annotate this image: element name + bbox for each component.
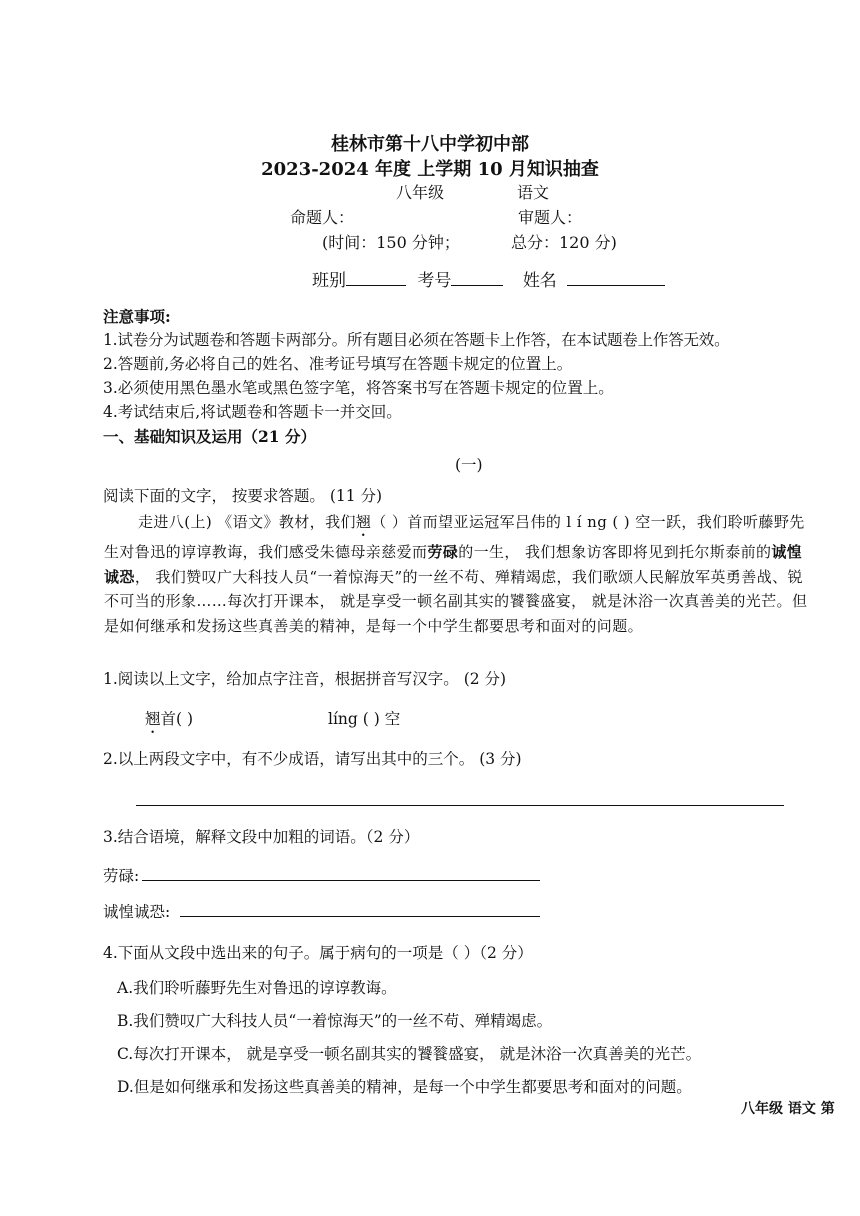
subject-label: 语文 <box>517 183 550 202</box>
class-label: 班别 <box>312 271 346 291</box>
notes-item-1: 1.试卷分为试题卷和答题卡两部分。所有题目必须在答题卡上作答，在本试题卷上作答无效。 <box>103 331 730 349</box>
page-footer: 八年级 语文 第 <box>741 1101 835 1117</box>
notes-item-4: 4.考试结束后,将试题卷和答题卡一并交回。 <box>103 403 402 421</box>
number-label: 考号 <box>417 271 452 291</box>
number-field[interactable] <box>451 269 503 286</box>
q4-option-c: C.每次打开课本， 就是享受一顿名副其实的饕餮盛宴， 就是沐浴一次真善美的光芒。 <box>117 1045 702 1063</box>
q2-answer-line[interactable] <box>136 805 784 806</box>
section-heading: 一、基础知识及运用（21 分） <box>103 427 316 446</box>
reviewer-label: 审题人： <box>518 208 583 227</box>
school-name: 桂林市第十八中学初中部 <box>331 134 529 155</box>
notes-item-2: 2.答题前,务必将自己的姓名、准考证号填写在答题卡规定的位置上。 <box>103 355 573 373</box>
q2-stem: 2.以上两段文字中，有不少成语，请写出其中的三个。 (3 分) <box>103 750 522 768</box>
q3-answer-line-2[interactable] <box>180 916 540 917</box>
notes-heading: 注意事项: <box>103 307 171 326</box>
dotted-char: 翘 <box>355 513 372 531</box>
q1-stem: 1.阅读以上文字，给加点字注音，根据拼音写汉字。 (2 分) <box>103 670 507 688</box>
student-info-row <box>312 266 665 291</box>
q3-word-2: 诚惶诚恐: <box>103 903 171 921</box>
bold-word-chenghuang: 诚惶诚恐 <box>104 543 803 586</box>
q4-option-a: A.我们聆听藤野先生对鲁迅的谆谆教诲。 <box>117 979 397 997</box>
name-field[interactable] <box>567 269 665 286</box>
q4-stem: 4.下面从文段中选出来的句子。属于病句的一项是（ ）（2 分） <box>103 944 533 962</box>
q1-item-a: 翘首( ) <box>145 710 194 728</box>
reading-instruction: 阅读下面的文字， 按要求答题。 (11 分) <box>103 487 383 505</box>
q4-option-b: B.我们赞叹广大科技人员“一着惊海天”的一丝不苟、殚精竭虑。 <box>117 1012 553 1030</box>
bold-word-laolu: 劳碌 <box>427 543 459 561</box>
exam-title: 2023-2024 年度 上学期 10 月知识抽查 <box>261 159 599 180</box>
time-info: (时间：150 分钟； <box>322 233 460 252</box>
score-info: 总分：120 分) <box>511 233 617 252</box>
name-label: 姓名 <box>522 271 557 291</box>
grade-label: 八年级 <box>396 183 445 202</box>
class-field[interactable] <box>346 269 406 286</box>
author-label: 命题人： <box>290 208 355 227</box>
part-label: (一) <box>455 456 483 474</box>
q1-item-b: líng ( ) 空 <box>328 710 401 728</box>
notes-item-3: 3.必须使用黑色墨水笔或黑色签字笔，将答案书写在答题卡规定的位置上。 <box>103 379 614 397</box>
q3-word-1: 劳碌: <box>103 867 140 885</box>
q3-stem: 3.结合语境，解释文段中加粗的词语。（2 分） <box>103 828 420 846</box>
q3-answer-line-1[interactable] <box>142 880 540 881</box>
q4-option-d: D.但是如何继承和发扬这些真善美的精神，是每一个中学生都要思考和面对的问题。 <box>117 1078 692 1096</box>
reading-passage: 走进八(上) 《语文》教材，我们翘（ ）首而望亚运冠军吕伟的 l í ng ( ) 空一跃，我们聆听藤野先生对鲁迅的谆谆教诲，我们感受朱德母亲慈爱而劳碌的一生， 我们想象访客即将见到托尔斯泰前的诚惶诚恐， 我们赞叹广大科技人员“一着惊海天”的一丝不苟、殚精竭虑，我们歌颂人民解放军英勇善战、锐不可当的形象……每次打开课本， 就是享受一顿名副其实的饕餮盛宴， 就是沐浴一次真善美的光芒。但是如何继承和发扬这些真善美的精神，是每一个中学生都要思考和面对的问题。 <box>104 513 808 635</box>
